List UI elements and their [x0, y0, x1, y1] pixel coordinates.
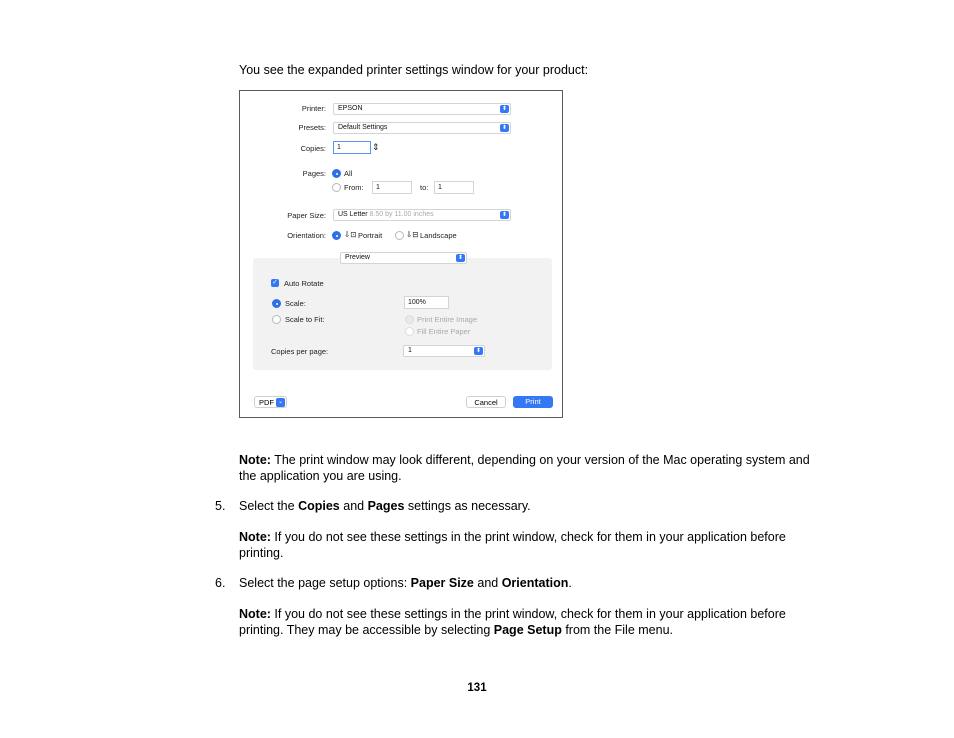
- step-text: and: [473, 576, 502, 590]
- pages-label: Pages:: [302, 169, 326, 178]
- pages-all-label: All: [344, 169, 353, 178]
- note-2: [239, 530, 824, 561]
- presets-value: Default Settings: [338, 124, 388, 131]
- printer-select[interactable]: [333, 103, 511, 115]
- copies-per-page-label: Copies per page:: [271, 347, 329, 356]
- scale-input[interactable]: 100%: [404, 296, 449, 309]
- portrait-icon: ⇩⊡: [344, 230, 357, 239]
- stepper-icon[interactable]: ⇕: [372, 142, 380, 152]
- print-dialog-screenshot: [239, 90, 563, 418]
- note-3: [239, 607, 824, 638]
- printer-value: EPSON: [338, 105, 363, 112]
- scale-radio[interactable]: [272, 299, 281, 308]
- section-select[interactable]: [340, 252, 467, 264]
- pages-from-label: From:: [344, 183, 364, 192]
- chevron-updown-icon: ⬍: [501, 106, 508, 112]
- paper-size-select[interactable]: [333, 209, 511, 221]
- print-entire-image-label: Print Entire Image: [417, 315, 478, 324]
- step-text: settings as necessary.: [404, 499, 531, 513]
- step-5-number: 5.: [215, 499, 226, 513]
- scale-to-fit-radio[interactable]: [272, 315, 281, 324]
- note-label: Note:: [239, 530, 271, 544]
- note-text: The print window may look different, depending on your version of the Mac operating system and the application you are using.: [239, 453, 810, 483]
- step-text: Select the page setup options:: [239, 576, 411, 590]
- step-text: and: [339, 499, 368, 513]
- paper-size-label: Paper Size:: [287, 211, 326, 220]
- note-text: from the File menu.: [561, 622, 673, 637]
- copies-label: Copies:: [300, 144, 326, 153]
- step-text: Select the: [239, 499, 299, 513]
- copies-input[interactable]: 1: [333, 141, 371, 154]
- note-text: If you do not see these settings in the print window, check for them in your application before printing. They may be accessible by selecting: [239, 607, 786, 637]
- step-bold: Pages: [367, 499, 405, 513]
- pdf-button[interactable]: [254, 396, 287, 408]
- checkmark-icon[interactable]: ✓: [272, 279, 278, 286]
- page-number: 131: [467, 682, 487, 694]
- auto-rotate-label: Auto Rotate: [284, 279, 324, 288]
- printer-label: Printer:: [301, 104, 326, 113]
- presets-select[interactable]: [333, 122, 511, 134]
- portrait-label: Portrait: [358, 231, 383, 240]
- step-text: .: [568, 576, 572, 590]
- landscape-label: Landscape: [420, 231, 457, 240]
- note-label: Note:: [239, 607, 271, 621]
- chevron-updown-icon: ⬍: [501, 212, 508, 218]
- fill-entire-paper-label: Fill Entire Paper: [417, 327, 471, 336]
- landscape-icon: ⇩⊟: [406, 230, 419, 239]
- presets-label: Presets:: [298, 123, 326, 132]
- intro-text: You see the expanded printer settings window for your product:: [239, 63, 589, 77]
- pdf-label: PDF: [259, 398, 274, 407]
- scale-label: Scale:: [285, 299, 306, 308]
- orientation-label: Orientation:: [287, 231, 326, 240]
- scale-to-fit-label: Scale to Fit:: [285, 315, 325, 324]
- chevron-down-icon: ⌄: [277, 399, 284, 405]
- to-input[interactable]: 1: [434, 181, 474, 194]
- note-bold: Page Setup: [493, 622, 562, 637]
- note-text: If you do not see these settings in the print window, check for them in your application before printing.: [239, 530, 786, 560]
- chevron-updown-icon: ⬍: [475, 348, 482, 354]
- landscape-radio[interactable]: [395, 231, 404, 240]
- copies-per-page-value: 1: [408, 347, 412, 354]
- print-button[interactable]: Print: [513, 396, 553, 408]
- copies-per-page-select[interactable]: [403, 345, 485, 357]
- step-bold: Paper Size: [410, 576, 474, 590]
- step-bold: Copies: [298, 499, 340, 513]
- fill-entire-paper-radio[interactable]: [405, 327, 414, 336]
- step-6-number: 6.: [215, 576, 226, 590]
- chevron-updown-icon: ⬍: [501, 125, 508, 131]
- print-entire-image-radio[interactable]: [405, 315, 414, 324]
- note-1: [239, 453, 824, 484]
- cancel-button[interactable]: Cancel: [466, 396, 506, 408]
- paper-size-value: US Letter: [338, 211, 368, 218]
- chevron-updown-icon: ⬍: [457, 255, 464, 261]
- from-input[interactable]: 1: [372, 181, 412, 194]
- to-label: to:: [420, 183, 429, 192]
- pages-all-radio[interactable]: [332, 169, 341, 178]
- pages-range-radio[interactable]: [332, 183, 341, 192]
- paper-size-dims: 8.50 by 11.00 inches: [369, 211, 434, 218]
- note-label: Note:: [239, 453, 271, 467]
- step-bold: Orientation: [501, 576, 569, 590]
- step-6-text: [239, 576, 572, 592]
- section-value: Preview: [345, 254, 370, 261]
- step-5-text: [239, 499, 531, 515]
- portrait-radio[interactable]: [332, 231, 341, 240]
